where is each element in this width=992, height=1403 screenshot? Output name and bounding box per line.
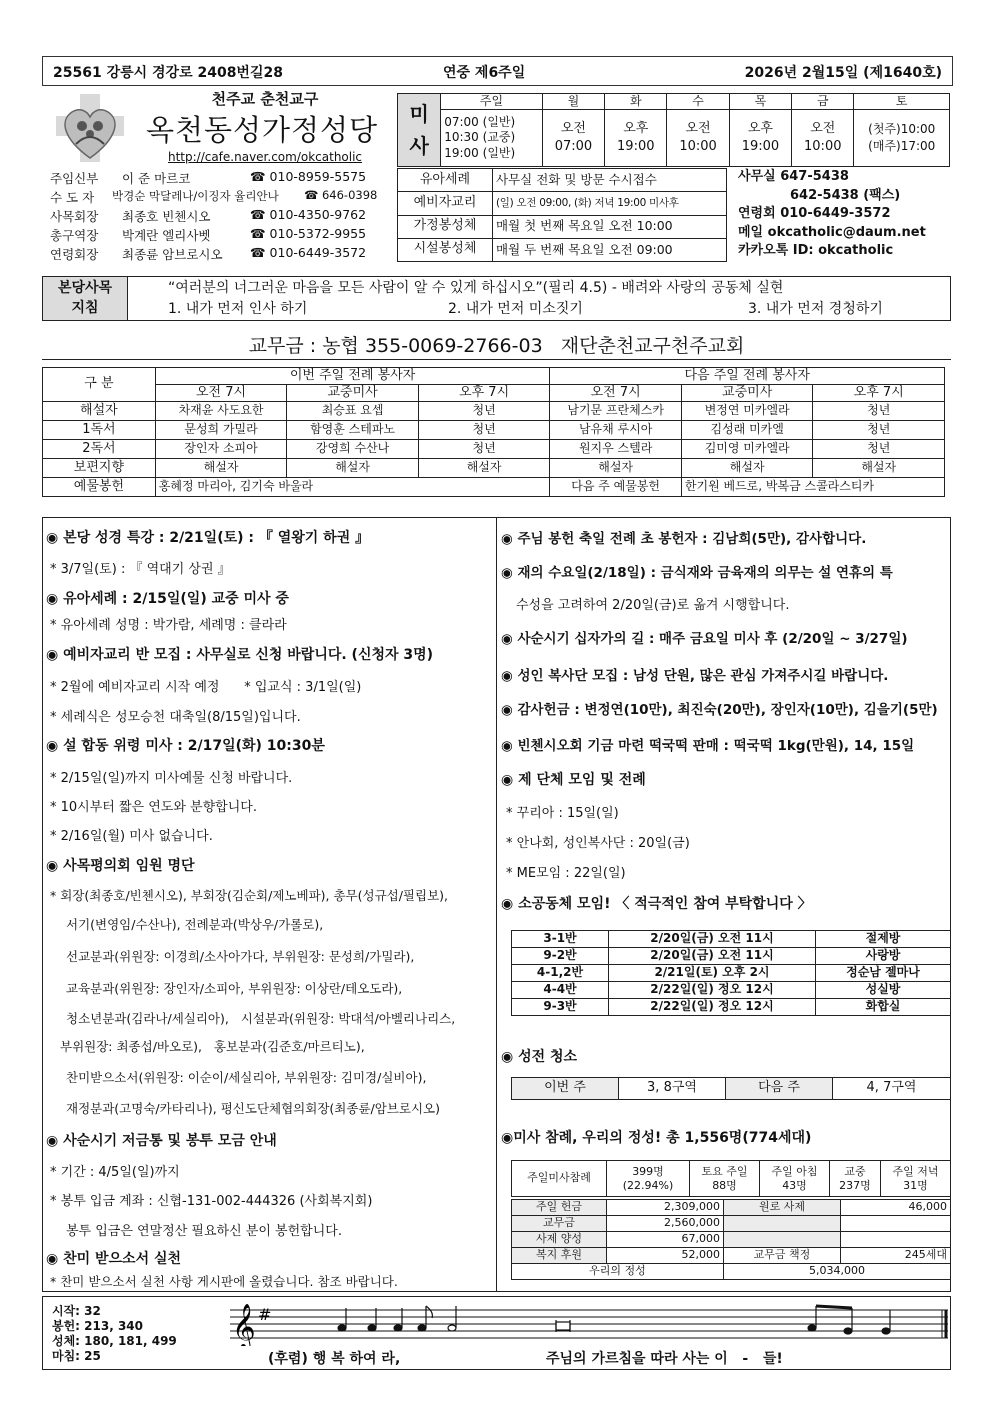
finance-value: 2,560,000 [607, 1216, 724, 1232]
mass-time: 10:30 (교중) [444, 130, 516, 145]
roster-cell: 해설자 [287, 459, 419, 478]
group-name: 9-3반 [512, 999, 609, 1016]
roster-col: 오전 7시 [550, 385, 682, 402]
staff-list [50, 169, 390, 264]
staff-name: 최종호 빈첸시오 [122, 209, 211, 224]
roster-col: 오전 7시 [155, 385, 287, 402]
council-title: ◉ 사목평의회 임원 명단 [46, 858, 195, 874]
funeral-phone: 연령회 010-6449-3572 [738, 206, 891, 222]
finance-value: 2,309,000 [607, 1200, 724, 1216]
motto-label [43, 277, 128, 321]
roster-row [43, 421, 945, 440]
sacrament-label: 시설봉성체 [398, 238, 493, 261]
bible-lecture-title: ◉ 본당 성경 특강 : 2/21일(토) : 『 열왕기 하권 』 [46, 530, 370, 546]
roster-row-label: 예물봉헌 [43, 478, 156, 497]
day-header: 화 [605, 94, 667, 110]
cleaning-this: 3, 8구역 [619, 1078, 726, 1100]
staff-role: 연령회장 [50, 247, 99, 262]
group-time: 2/21일(토) 오후 2시 [609, 965, 816, 982]
column-divider [496, 517, 497, 1292]
finance-total-label: 우리의 정성 [512, 1264, 724, 1280]
bible-lecture-line: * 3/7일(토) : 『 역대기 상권 』 [50, 562, 231, 577]
roster-cell: 청년 [813, 402, 945, 421]
cleaning-next: 4, 7구역 [833, 1078, 951, 1100]
diocese-name: 천주교 춘천교구 [211, 90, 319, 108]
roster-next-week: 다음 주일 전례 봉사자 [550, 368, 945, 385]
mass-time: 오전 [560, 120, 586, 136]
attend-total [607, 1161, 690, 1197]
attend-count: 399명 [632, 1164, 664, 1178]
attend-count: 43명 [782, 1178, 807, 1192]
cleaning-this-label: 이번 주 [512, 1078, 619, 1100]
finance-value: 52,000 [607, 1248, 724, 1264]
roster-cell: 해설자 [155, 459, 287, 478]
roster-row-label: 1독서 [43, 421, 156, 440]
lent-collection-line: * 봉투 입금 계좌 : 신협-131-002-444326 (사회복지회) [50, 1194, 373, 1209]
candle-offering: ◉ 주님 봉헌 축일 전례 초 봉헌자 : 김남희(5만), 감사합니다. [501, 531, 867, 547]
memorial-mass-line: * 2/16일(월) 미사 없습니다. [50, 829, 213, 844]
attend-type: 주일 저녁 [892, 1164, 939, 1178]
roster-cell: 함영훈 스테파노 [287, 421, 419, 440]
liturgy-roster-table [42, 367, 945, 497]
svg-text:#: # [258, 1305, 272, 1324]
hymn-offertory: 봉헌: 213, 340 [52, 1319, 143, 1333]
header-bar [42, 56, 953, 86]
tue-times [605, 110, 667, 167]
finance-empty [841, 1232, 951, 1248]
roster-cell: 강영희 수산나 [287, 440, 419, 459]
council-line: 찬미받으소서(위원장: 이순이/세실리아, 부위원장: 김미경/실비아), [66, 1070, 427, 1085]
group-place: 정순남 젤마나 [816, 965, 951, 982]
sacrament-table [397, 168, 727, 262]
mass-time: 07:00 (일반) [444, 114, 516, 129]
attend-type: 토요 주일 [701, 1164, 748, 1178]
attend-count: 237명 [839, 1178, 871, 1192]
finance-label: 주일 헌금 [512, 1200, 607, 1216]
ash-wednesday-line: 수성을 고려하여 2/20일(금)로 옮겨 시행합니다. [516, 598, 790, 613]
staff-row [50, 226, 390, 245]
hymn-communion: 성체: 180, 181, 499 [52, 1334, 177, 1348]
finance-label: 사제 양성 [512, 1232, 607, 1248]
finance-label: 교무금 [512, 1216, 607, 1232]
hymn-list [52, 1304, 177, 1364]
finance-table [511, 1199, 951, 1280]
wed-times [667, 110, 729, 167]
day-header: 목 [729, 94, 791, 110]
lyric-refrain: (후렴) 행 복 하여 라, [268, 1351, 401, 1367]
ash-wednesday-title: ◉ 재의 수요일(2/18일) : 금식재와 금육재의 의무는 설 연휴의 특 [501, 565, 893, 581]
hymn-start: 시작: 32 [52, 1304, 101, 1318]
mass-time: 오후 [747, 120, 773, 136]
church-cleaning-title: ◉ 성전 청소 [501, 1049, 578, 1065]
mass-schedule-table [397, 93, 950, 167]
council-line: * 회장(최종호/빈첸시오), 부회장(김순회/제노베파), 총무(성규섭/필립보), [50, 888, 449, 903]
laudato-si-title: ◉ 찬미 받으소서 실천 [46, 1251, 182, 1267]
lyric-line: 주님의 가르침을 따라 사는 이 - 들! [546, 1351, 783, 1367]
roster-col: 오후 7시 [813, 385, 945, 402]
roster-row [43, 402, 945, 421]
parish-name: 옥천동성가정성당 [145, 113, 379, 147]
staff-role: 사목회장 [50, 209, 99, 224]
attend-evening [880, 1161, 950, 1197]
infant-baptism-line: * 유아세례 성명 : 박가람, 세례명 : 클라라 [50, 618, 287, 633]
small-community-table [511, 930, 951, 1016]
parish-url[interactable]: http://cafe.naver.com/okcatholic [167, 150, 363, 164]
small-group-row [512, 965, 951, 982]
roster-cell: 청년 [418, 421, 550, 440]
issue-date: 2026년 2월15일 (제1640호) [744, 65, 942, 81]
group-time: 2/20일(금) 오전 11시 [609, 931, 816, 948]
roster-offering-row [43, 478, 945, 497]
group-time: 2/20일(금) 오전 11시 [609, 948, 816, 965]
group-meeting-line: * 꾸리아 : 15일(일) [506, 806, 619, 821]
offering-next-label: 다음 주 예물봉헌 [550, 478, 682, 497]
divider [42, 359, 951, 360]
day-header: 수 [667, 94, 729, 110]
kakao-id: 카카오톡 ID: okcatholic [738, 243, 894, 259]
roster-cell: 변정연 미카엘라 [681, 402, 813, 421]
mass-time: (첫주)10:00 [868, 122, 936, 137]
roster-row [43, 459, 945, 478]
roster-cell: 청년 [813, 440, 945, 459]
staff-role: 수 도 자 [50, 190, 95, 205]
roster-this-week: 이번 주일 전례 봉사자 [155, 368, 550, 385]
office-phone: 사무실 647-5438 [738, 169, 849, 184]
staff-name: 박계란 엘리사벳 [122, 228, 211, 243]
attend-sat [690, 1161, 760, 1197]
roster-cell: 청년 [813, 421, 945, 440]
day-header: 주일 [441, 94, 543, 110]
sacrament-value: (일) 오전 09:00, (화) 저녁 19:00 미사후 [493, 192, 727, 215]
cleaning-table [511, 1077, 951, 1100]
lent-collection-line: * 기간 : 4/5일(일)까지 [50, 1165, 180, 1180]
attend-morning [760, 1161, 830, 1197]
mon-times [542, 110, 604, 167]
roster-row-label: 2독서 [43, 440, 156, 459]
lent-collection-title: ◉ 사순시기 저금통 및 봉투 모금 안내 [46, 1133, 277, 1149]
motto-item: 3. 내가 먼저 경청하기 [748, 300, 883, 317]
staff-role: 주임신부 [50, 171, 99, 186]
group-time: 2/22일(일) 정오 12시 [609, 999, 816, 1016]
email[interactable]: 메일 okcatholic@daum.net [738, 224, 926, 240]
memorial-mass-line: * 10시부터 짧은 연도와 분향합니다. [50, 800, 257, 815]
group-meeting-line: * ME모임 : 22일(일) [506, 866, 626, 881]
day-header: 토 [854, 94, 950, 110]
roster-cell: 해설자 [813, 459, 945, 478]
roster-cell: 청년 [418, 402, 550, 421]
council-line: 부위원장: 최종섭/바오로), 홍보분과(김준호/마르티노), [60, 1039, 365, 1054]
attend-type: 교중 [844, 1164, 866, 1178]
mass-time: 오전 [810, 120, 836, 136]
attend-type: 주일 아침 [771, 1164, 818, 1178]
mass-time: 07:00 [554, 139, 593, 154]
day-header: 금 [792, 94, 854, 110]
sacrament-value: 사무실 전화 및 방문 수시접수 [493, 169, 727, 192]
roster-cell: 김미영 미카엘라 [681, 440, 813, 459]
day-header: 월 [542, 94, 604, 110]
mass-time: 19:00 [741, 139, 780, 154]
mass-time: (매주)17:00 [868, 139, 936, 153]
address: 25561 강릉시 경강로 2408번길28 [53, 65, 283, 81]
motto-label-2: 지침 [71, 299, 99, 316]
mass-time: 19:00 [617, 139, 655, 154]
thanks-offering: ◉ 감사헌금 : 변정연(10만), 최진숙(20만), 장인자(10만), 김을기(5만) [501, 702, 938, 718]
attend-percent: (22.94%) [622, 1178, 674, 1192]
finance-label: 복지 후원 [512, 1248, 607, 1264]
roster-cell: 장인자 소피아 [155, 440, 287, 459]
office-fax: 642-5438 (팩스) [790, 187, 901, 203]
laudato-si-line: * 찬미 받으소서 실천 사항 게시판에 올렸습니다. 참조 바랍니다. [50, 1274, 398, 1289]
council-line: 재정분과(고명숙/카타리나), 평신도단체협의회장(최종륜/암브로시오) [66, 1101, 440, 1116]
group-place: 절제방 [816, 931, 951, 948]
finance-total-value: 5,034,000 [724, 1264, 951, 1280]
mass-time: 10:00 [679, 139, 717, 154]
group-name: 4-1,2반 [512, 965, 609, 982]
finance-value: 67,000 [607, 1232, 724, 1248]
staff-phone: ☎ 010-5372-9955 [250, 226, 367, 241]
motto-quote: “여러분의 너그러운 마음을 모든 사람이 알 수 있게 하십시오”(필리 4.5) - 배려와 사랑의 공동체 실현 [168, 280, 784, 297]
roster-cell: 해설자 [681, 459, 813, 478]
staff-name: 최종륜 암브로시오 [122, 247, 223, 262]
finance-empty [724, 1216, 841, 1232]
roster-cell: 차재윤 사도요한 [155, 402, 287, 421]
catechumen-line: * 세례식은 성모승천 대축일(8/15일)입니다. [50, 710, 301, 725]
roster-cell: 남유채 루시아 [550, 421, 682, 440]
memorial-mass-line: * 2/15일(일)까지 미사예물 신청 바랍니다. [50, 771, 293, 786]
group-place: 성실방 [816, 982, 951, 999]
parish-logo-icon [52, 90, 128, 166]
sacrament-value: 매월 두 번째 목요일 오전 09:00 [493, 238, 727, 261]
roster-col: 교중미사 [287, 385, 419, 402]
staff-phone: ☎ 646-0398 [304, 188, 378, 202]
memorial-mass-title: ◉ 설 합동 위령 미사 : 2/17일(화) 10:30분 [46, 738, 325, 754]
tithe-account: 교무금 : 농협 355-0069-2766-03 재단춘천교구천주교회 [248, 335, 745, 357]
roster-cell: 해설자 [550, 459, 682, 478]
group-meeting-line: * 안나회, 성인복사단 : 20일(금) [506, 836, 690, 851]
group-name: 9-2반 [512, 948, 609, 965]
catechumen-line: * 2월에 예비자교리 시작 예정 * 입교식 : 3/1일(일) [50, 680, 362, 695]
motto-table [42, 276, 951, 321]
attendance-title: ◉미사 참례, 우리의 정성! 총 1,556명(774세대) [501, 1130, 812, 1146]
roster-cell: 원지우 스텔라 [550, 440, 682, 459]
staff-row [50, 169, 390, 188]
roster-col: 오후 7시 [418, 385, 550, 402]
roster-cell: 문성희 가밀라 [155, 421, 287, 440]
roster-cell: 최승표 요셉 [287, 402, 419, 421]
small-group-row [512, 948, 951, 965]
mass-label: 미 사 [398, 94, 441, 167]
group-meetings-title: ◉ 제 단체 모임 및 전례 [501, 772, 646, 788]
mass-time: 오전 [685, 120, 711, 136]
sat-times [854, 110, 950, 167]
roster-cell: 김성래 미카엘 [681, 421, 813, 440]
group-name: 4-4반 [512, 982, 609, 999]
council-line: 서기(변영임/수산나), 전례분과(박상우/가롤로), [66, 917, 324, 932]
sunday-times [441, 110, 543, 167]
attend-main [830, 1161, 881, 1197]
music-staff-icon [230, 1300, 950, 1346]
finance-value: 46,000 [841, 1200, 951, 1216]
council-line: 선교분과(위원장: 이경희/소사아가다, 부위원장: 문성희/가밀라), [66, 949, 415, 964]
sacrament-value: 매월 첫 번째 목요일 오전 10:00 [493, 215, 727, 238]
staff-row [50, 207, 390, 226]
fri-times [792, 110, 854, 167]
thu-times [729, 110, 791, 167]
staff-name: 이 준 마르코 [122, 171, 191, 186]
council-line: 청소년분과(김라나/세실리아), 시설분과(위원장: 박대석/아벨리나리스, [66, 1011, 456, 1026]
finance-empty [724, 1232, 841, 1248]
motto-item: 1. 내가 먼저 인사 하기 [168, 300, 308, 317]
group-place: 사랑방 [816, 948, 951, 965]
roster-col: 교중미사 [681, 385, 813, 402]
finance-label: 교무금 책정 [724, 1248, 841, 1264]
altar-server-recruit: ◉ 성인 복사단 모집 : 남성 단원, 많은 관심 가져주시길 바랍니다. [501, 668, 889, 684]
motto-label-1: 본당사목 [57, 279, 113, 296]
mass-time: 10:00 [804, 139, 842, 154]
staff-phone: ☎ 010-8959-5575 [250, 169, 367, 184]
contact-block [738, 168, 953, 261]
svg-text:𝄞: 𝄞 [232, 1304, 256, 1346]
sacrament-label: 가정봉성체 [398, 215, 493, 238]
staff-row [50, 245, 390, 264]
attend-count: 88명 [712, 1178, 737, 1192]
staff-name: 박경순 막달레나/이징자 율리안나 [112, 189, 279, 203]
roster-row [43, 440, 945, 459]
small-community-title: ◉ 소공동체 모임! 〈 적극적인 참여 부탁합니다 〉 [501, 896, 812, 912]
lent-collection-line: 봉투 입금은 연말정산 필요하신 분이 봉헌합니다. [66, 1224, 342, 1239]
group-time: 2/22일(일) 정오 12시 [609, 982, 816, 999]
roster-cell: 남기문 프란체스카 [550, 402, 682, 421]
small-group-row [512, 999, 951, 1016]
finance-value: 245세대 [841, 1248, 951, 1264]
staff-phone: ☎ 010-4350-9762 [250, 207, 367, 222]
stations-of-cross: ◉ 사순시기 십자가의 길 : 매주 금요일 미사 후 (2/20일 ~ 3/27일) [501, 631, 908, 647]
attend-label: 주일미사참례 [512, 1161, 607, 1197]
roster-row-label: 보편지향 [43, 459, 156, 478]
small-group-row [512, 982, 951, 999]
sacrament-label: 유아세례 [398, 169, 493, 192]
attendance-table [511, 1160, 951, 1197]
offering-next-week: 한기원 베드로, 박복금 스콜라스티카 [681, 478, 944, 497]
motto-item: 2. 내가 먼저 미소짓기 [448, 300, 583, 317]
mass-time: 19:00 (일반) [444, 145, 516, 160]
catechumen-title: ◉ 예비자교리 반 모집 : 사무실로 신청 바랍니다. (신청자 3명) [46, 647, 434, 663]
staff-phone: ☎ 010-6449-3572 [250, 245, 367, 260]
motto-items [168, 299, 947, 319]
offering-this-week: 홍혜정 마리아, 김기숙 바울라 [155, 478, 550, 497]
council-line: 교육분과(위원장: 장인자/소피아, 부위원장: 이상란/테오도라), [66, 981, 403, 996]
staff-role: 총구역장 [50, 228, 99, 243]
infant-baptism-title: ◉ 유아세례 : 2/15일(일) 교중 미사 중 [46, 591, 289, 607]
small-group-row [512, 931, 951, 948]
rice-cake-sale: ◉ 빈첸시오회 기금 마련 떡국떡 판매 : 떡국떡 1kg(만원), 14, 15일 [501, 738, 915, 754]
sacrament-label: 예비자교리 [398, 192, 493, 215]
cleaning-next-label: 다음 주 [726, 1078, 833, 1100]
roster-cell: 해설자 [418, 459, 550, 478]
roster-cell: 청년 [418, 440, 550, 459]
hymn-recessional: 마침: 25 [52, 1349, 101, 1363]
finance-label: 원로 사제 [724, 1200, 841, 1216]
attend-count: 31명 [903, 1178, 928, 1192]
roster-gubun: 구 분 [43, 368, 156, 402]
finance-empty [841, 1216, 951, 1232]
group-name: 3-1반 [512, 931, 609, 948]
mass-time: 오후 [623, 120, 649, 136]
liturgical-week: 연중 제6주일 [443, 65, 526, 81]
motto-content [128, 277, 951, 321]
group-place: 화합실 [816, 999, 951, 1016]
staff-row [50, 188, 390, 207]
roster-row-label: 해설자 [43, 402, 156, 421]
